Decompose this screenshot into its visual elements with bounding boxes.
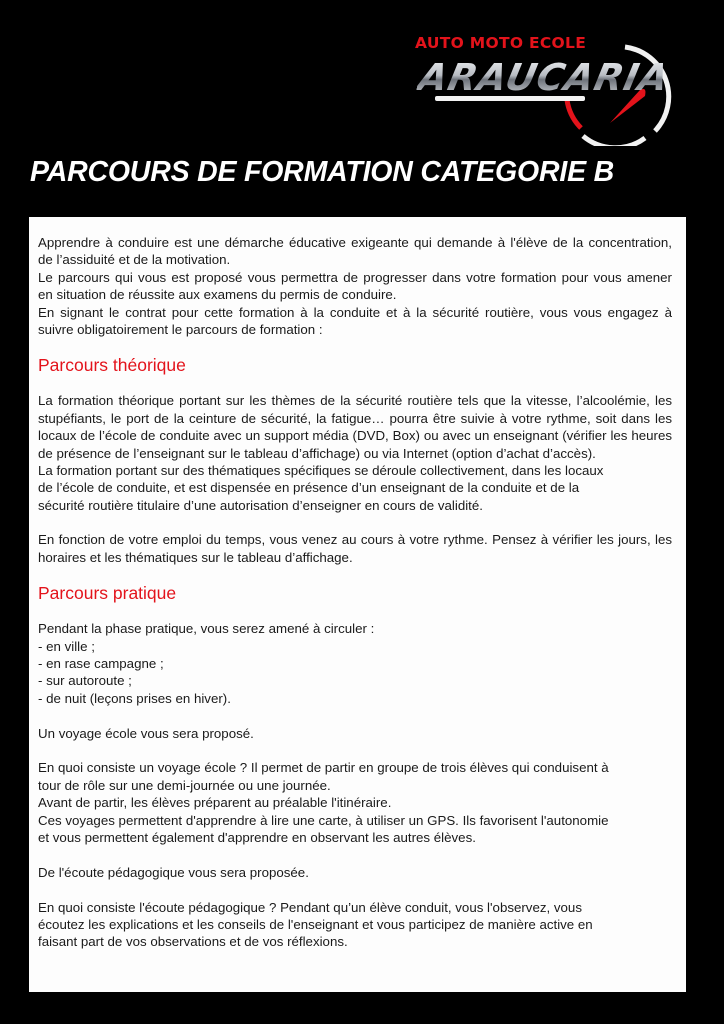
text-line: En fonction de votre emploi du temps, vous venez au cours à votre rythme. Pensez à vérifier les jours, les — [38, 532, 672, 548]
text-line: de l’école de conduite, et est dispensée en présence d’un enseignant de la conduite et de la — [38, 480, 580, 496]
text-line: suivre obligatoirement le parcours de formation : — [38, 321, 323, 337]
pratique-intro — [38, 620, 678, 637]
text-line: stupéfiants, le port de la ceinture de sécurité, la fatigue… pourra être suivie à votre rythme, soit dans les — [38, 410, 672, 426]
list-item: - en ville ; — [38, 638, 95, 654]
list-item: - de nuit (leçons prises en hiver). — [38, 690, 231, 706]
text-line: Le parcours qui vous est proposé vous permettra de progresser dans votre formation pour vous amener — [38, 269, 672, 285]
text-line: locaux de l’école de conduite avec un support média (DVD, Box) ou avec un enseignant (vérifier les heures — [38, 428, 672, 444]
text-line: de présence de l’enseignant sur le tableau d’affichage) ou via Internet (option d’achat d’accès). — [38, 445, 596, 461]
list-item: - sur autoroute ; — [38, 673, 132, 689]
text-line: horaires et les thématiques sur le tableau d’affichage. — [38, 549, 353, 565]
document-body — [38, 234, 678, 951]
text-line: en situation de réussite aux examens du permis de conduire. — [38, 287, 397, 303]
intro-paragraph — [38, 234, 678, 338]
text-line: et vous permettent également d'apprendre en observant les autres élèves. — [38, 829, 476, 845]
section-heading-pratique: Parcours pratique — [38, 583, 177, 604]
text-line: tour de rôle sur une demi-journée ou une journée. — [38, 777, 331, 793]
pratique-list — [38, 638, 678, 708]
voyage-ecole-text: Un voyage école vous sera proposé. — [38, 725, 254, 741]
ecoute-pedagogique-text: De l'écoute pédagogique vous sera proposée. — [38, 864, 309, 880]
text-line: Ces voyages permettent d'apprendre à lire une carte, à utiliser un GPS. Ils favorisent l'autonomie — [38, 812, 609, 828]
page-title: PARCOURS DE FORMATION CATEGORIE B — [30, 156, 614, 188]
text-line: de l’assiduité et de la motivation. — [38, 252, 231, 268]
theorique-paragraph-1 — [38, 392, 678, 514]
text-line: La formation théorique portant sur les thèmes de la sécurité routière tels que la vitesse, l’alcoolémie, les — [38, 393, 672, 409]
logo-auto-moto-ecole-araucaria — [405, 28, 695, 146]
theorique-paragraph-2 — [38, 531, 678, 566]
text-line: faisant part de vos observations et de vos réflexions. — [38, 934, 348, 950]
text-line: Pendant la phase pratique, vous serez amené à circuler : — [38, 621, 375, 637]
text-line: En quoi consiste un voyage école ? Il permet de partir en groupe de trois élèves qui conduisent à — [38, 760, 609, 776]
logo-main-text: ARAUCARIA — [414, 56, 674, 99]
text-line: La formation portant sur des thématiques spécifiques se déroule collectivement, dans les locaux — [38, 462, 604, 478]
logo-top-text: AUTO MOTO ECOLE — [415, 34, 587, 52]
text-line: Avant de partir, les élèves préparent au préalable l'itinéraire. — [38, 795, 392, 811]
text-line: En quoi consiste l'écoute pédagogique ? Pendant qu’un élève conduit, vous l'observez, vous — [38, 899, 582, 915]
text-line: En signant le contrat pour cette formation à la conduite et à la sécurité routière, vous vous engagez à — [38, 304, 672, 320]
text-line: sécurité routière titulaire d’une autorisation d’enseigner en cours de validité. — [38, 497, 483, 513]
section-heading-theorique: Parcours théorique — [38, 355, 186, 376]
voyage-details — [38, 759, 678, 846]
text-line: Apprendre à conduire est une démarche éducative exigeante qui demande à l'élève de la concentration, — [38, 235, 672, 250]
text-line: écoutez les explications et les conseils de l'enseignant et vous participez de manière active en — [38, 916, 593, 932]
list-item: - en rase campagne ; — [38, 656, 164, 672]
ecoute-details — [38, 899, 678, 951]
